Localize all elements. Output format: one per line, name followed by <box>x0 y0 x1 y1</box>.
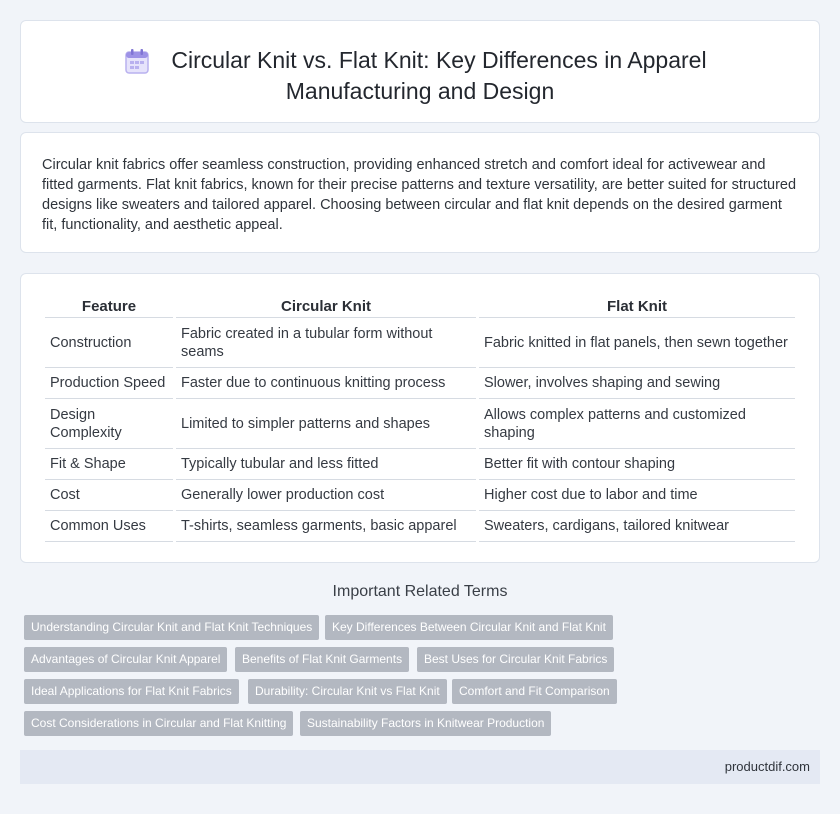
cell-circular: T-shirts, seamless garments, basic apparel <box>176 511 476 542</box>
related-term-tag[interactable]: Best Uses for Circular Knit Fabrics <box>417 647 614 672</box>
page-title-line-2: Manufacturing and Design <box>285 78 555 104</box>
table-row <box>45 511 795 542</box>
comparison-table <box>42 294 798 542</box>
table-row <box>45 399 795 449</box>
cell-circular: Limited to simpler patterns and shapes <box>176 399 476 449</box>
site-name[interactable]: productdif.com <box>724 759 810 774</box>
header-flat-knit: Flat Knit <box>479 294 795 318</box>
related-term-tag[interactable]: Cost Considerations in Circular and Flat Knitting <box>24 711 293 736</box>
page-title <box>21 45 819 107</box>
related-term-tag[interactable]: Key Differences Between Circular Knit and Flat Knit <box>325 615 613 640</box>
footer-bar <box>20 750 820 784</box>
related-term-tag[interactable]: Durability: Circular Knit vs Flat Knit <box>248 679 447 704</box>
table-row <box>45 368 795 399</box>
related-terms-heading: Important Related Terms <box>332 583 508 600</box>
cell-feature: Construction <box>45 318 173 368</box>
related-term-tag[interactable]: Sustainability Factors in Knitwear Production <box>300 711 551 736</box>
cell-circular: Generally lower production cost <box>176 480 476 511</box>
cell-circular: Faster due to continuous knitting process <box>176 368 476 399</box>
cell-flat: Better fit with contour shaping <box>479 449 795 480</box>
summary-text: Circular knit fabrics offer seamless construction, providing enhanced stretch and comfort ideal for activewear and fitted garments. Flat knit fabrics, known for their precise patterns and texture versatility, are better suited for structured designs like sweaters and tailored apparel. Choosing between circular and flat knit depends on the desired garment fit, functionality, and aesthetic appeal. <box>42 157 797 233</box>
cell-feature: Production Speed <box>45 368 173 399</box>
cell-flat: Fabric knitted in flat panels, then sewn together <box>479 318 795 368</box>
title-card <box>20 20 820 123</box>
summary-card <box>20 132 820 253</box>
table-row <box>45 449 795 480</box>
related-term-tag[interactable]: Understanding Circular Knit and Flat Knit Techniques <box>24 615 319 640</box>
comparison-table-card <box>20 273 820 563</box>
cell-flat: Slower, involves shaping and sewing <box>479 368 795 399</box>
related-term-tag[interactable]: Advantages of Circular Knit Apparel <box>24 647 227 672</box>
cell-flat: Higher cost due to labor and time <box>479 480 795 511</box>
table-row <box>45 480 795 511</box>
page-title-line-1: Circular Knit vs. Flat Knit: Key Differences in Apparel <box>171 47 707 73</box>
cell-feature: Common Uses <box>45 511 173 542</box>
cell-flat: Allows complex patterns and customized shaping <box>479 399 795 449</box>
cell-feature: Design Complexity <box>45 399 173 449</box>
header-feature: Feature <box>45 294 173 318</box>
cell-flat: Sweaters, cardigans, tailored knitwear <box>479 511 795 542</box>
related-term-tag[interactable]: Comfort and Fit Comparison <box>452 679 617 704</box>
cell-feature: Fit & Shape <box>45 449 173 480</box>
table-row <box>45 318 795 368</box>
related-term-tag[interactable]: Ideal Applications for Flat Knit Fabrics <box>24 679 239 704</box>
cell-circular: Fabric created in a tubular form without seams <box>176 318 476 368</box>
cell-circular: Typically tubular and less fitted <box>176 449 476 480</box>
header-circular-knit: Circular Knit <box>176 294 476 318</box>
related-term-tag[interactable]: Benefits of Flat Knit Garments <box>235 647 409 672</box>
cell-feature: Cost <box>45 480 173 511</box>
